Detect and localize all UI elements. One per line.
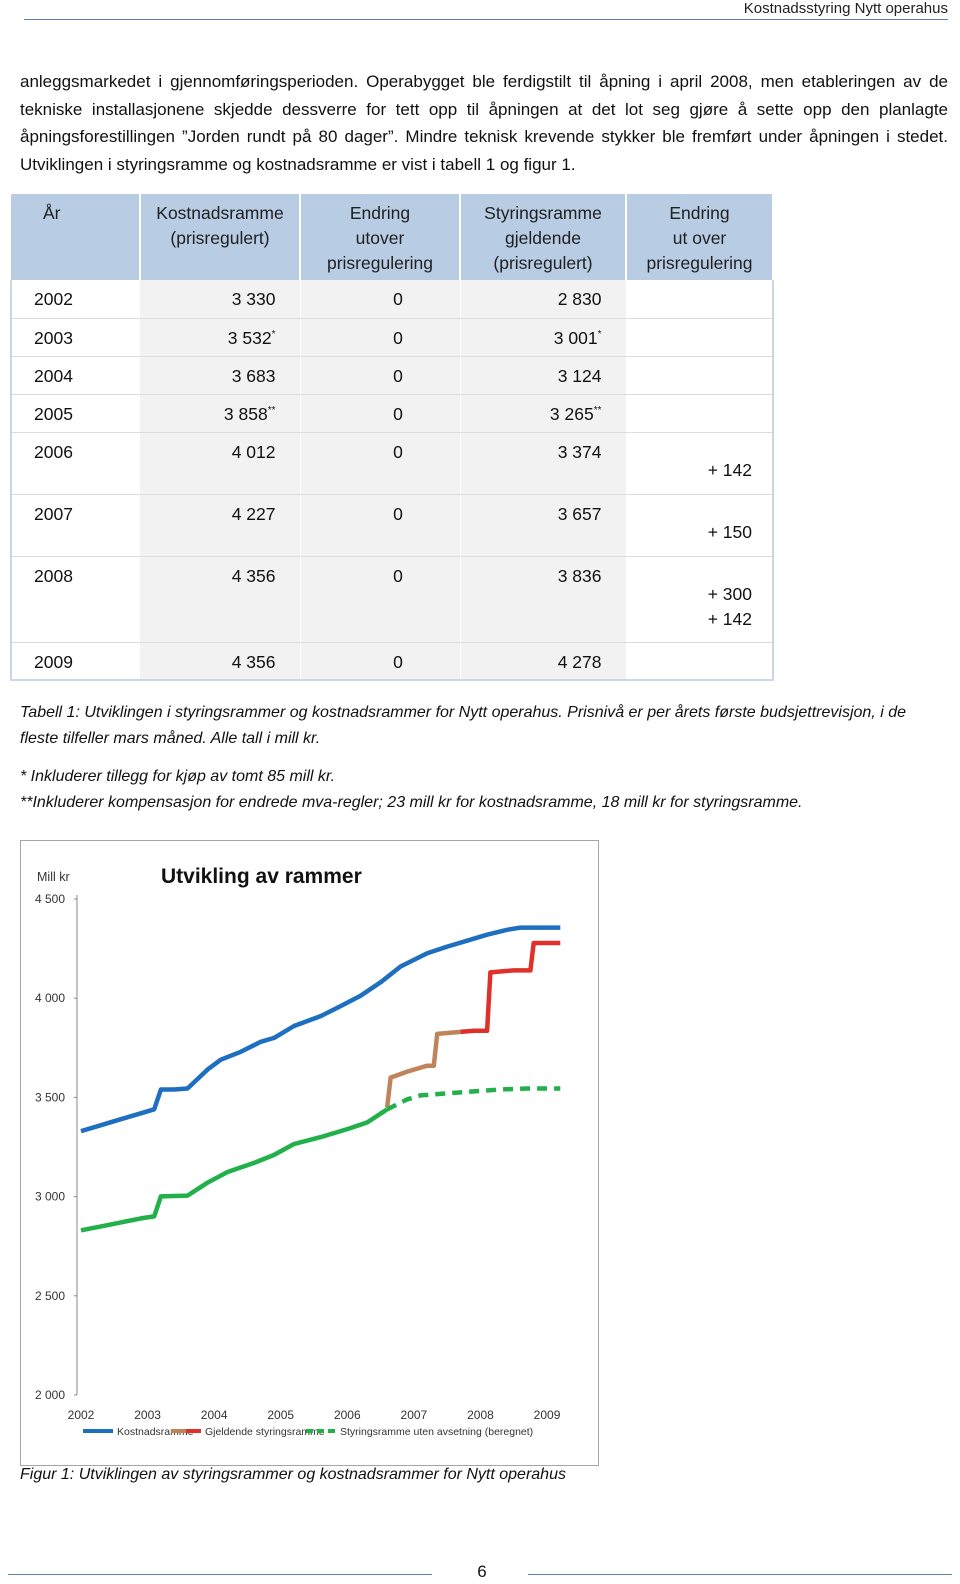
- cell-endring-utover-value: 0: [393, 651, 403, 672]
- table-caption: Tabell 1: Utviklingen i styringsrammer og kostnadsrammer for Nytt operahus. Prisnivå er per årets første budsjettrevisjon, i de fleste tilfeller mars måned. Alle tall i mill kr.: [20, 704, 906, 747]
- cell-year-value: 2007: [34, 503, 73, 524]
- cell-styringsramme: [460, 356, 626, 394]
- cell-styringsramme-value: 3 265: [549, 403, 594, 424]
- cell-kostnadsramme: [140, 318, 300, 356]
- table-header-row: [11, 194, 773, 280]
- cell-styringsramme: [460, 318, 626, 356]
- series-line-gjeldende-styringsramme: [461, 943, 561, 1032]
- col-header-year: År: [11, 194, 140, 280]
- cell-year: [11, 394, 140, 432]
- cell-kostnadsramme: [140, 642, 300, 680]
- legend-label: Kostnadsramme: [117, 1426, 194, 1438]
- cell-styringsramme: [460, 394, 626, 432]
- table-row: [11, 394, 773, 432]
- footnote-marker: *: [271, 328, 276, 340]
- cell-styringsramme-value: 3 836: [557, 565, 602, 586]
- cell-kostnadsramme-value: 3 330: [231, 289, 276, 309]
- col-header-styringsramme: Styringsramme gjeldende (prisregulert): [460, 194, 626, 280]
- cell-year: [11, 642, 140, 680]
- cell-year-value: 2006: [34, 441, 73, 462]
- x-tick-label: 2004: [200, 1408, 228, 1422]
- y-tick-label: 2 000: [34, 1388, 65, 1402]
- cell-kostnadsramme: [140, 494, 300, 556]
- cell-kostnadsramme-value: 3 532: [227, 327, 272, 348]
- table-row: [11, 280, 773, 318]
- cell-endring-utover-value: 0: [393, 365, 403, 386]
- table-row: [11, 318, 773, 356]
- cell-endring-utover-value: 0: [393, 441, 403, 462]
- footer-divider-right: [528, 1574, 952, 1575]
- figure-caption: Figur 1: Utviklingen av styringsrammer og kostnadsrammer for Nytt operahus: [20, 1466, 566, 1483]
- cell-styringsramme: [460, 642, 626, 680]
- col-header-endring-ut-over: Endring ut over prisregulering: [626, 194, 773, 280]
- cell-endring-ut-over: [626, 280, 773, 318]
- cell-styringsramme-value: 2 830: [557, 289, 602, 309]
- cell-endring-ut-over: [626, 494, 773, 556]
- table-row: [11, 556, 773, 642]
- series-line-styringsramme-uten-avsetning-dashed: [387, 1089, 560, 1110]
- cell-year-value: 2005: [34, 403, 73, 424]
- legend-label: Gjeldende styringsramme: [205, 1426, 325, 1438]
- cell-styringsramme: [460, 280, 626, 318]
- cell-kostnadsramme-value: 4 356: [231, 565, 276, 586]
- body-paragraph: anleggsmarkedet i gjennomføringsperioden. Operabygget ble ferdigstilt til åpning i april 2008, men etableringen av de tekniske installasjonene skjedde dessverre for tett opp til åpningen at det lot seg gjøre å sette opp den planlagte åpningsforestillingen ”Jorden rundt på 80 dager”. Mindre teknisk krevende stykker ble fremført under åpningen i stedet. Utviklingen i styringsramme og kostnadsramme er vist i tabell 1 og figur 1.: [20, 72, 948, 174]
- cell-year: [11, 356, 140, 394]
- cell-endring-utover: [300, 356, 460, 394]
- cell-endring-utover: [300, 280, 460, 318]
- cell-endring-ut-over: [626, 556, 773, 642]
- table-row: [11, 494, 773, 556]
- cell-kostnadsramme: [140, 432, 300, 494]
- cell-endring-utover: [300, 556, 460, 642]
- cell-kostnadsramme: [140, 394, 300, 432]
- cell-year: [11, 494, 140, 556]
- table-row: [11, 642, 773, 680]
- header-title: Kostnadsstyring Nytt operahus: [743, 0, 948, 17]
- cell-endring-ut-over: [626, 356, 773, 394]
- cell-styringsramme-value: 4 278: [557, 651, 602, 672]
- x-tick-label: 2005: [267, 1408, 295, 1422]
- x-tick-label: 2003: [134, 1408, 161, 1422]
- series-group: [81, 928, 560, 1231]
- cell-kostnadsramme-value: 4 012: [231, 441, 276, 462]
- cell-styringsramme-value: 3 124: [557, 365, 602, 386]
- footer-divider-left: [8, 1574, 432, 1575]
- x-tick-label: 2002: [67, 1408, 95, 1422]
- cell-endring-utover-value: 0: [393, 503, 403, 524]
- cell-year-value: 2009: [34, 651, 73, 672]
- y-tick-label: 3 000: [34, 1189, 65, 1204]
- cell-endring-utover-value: 0: [393, 565, 403, 586]
- cell-year-value: 2004: [34, 365, 73, 386]
- chart-figure: [20, 840, 599, 1466]
- cell-styringsramme: [460, 556, 626, 642]
- legend: [83, 1426, 533, 1438]
- endring-value: + 142: [707, 608, 752, 629]
- footnote-1: * Inkluderer tillegg for kjøp av tomt 85 mill kr.: [20, 768, 336, 785]
- footnote-marker: *: [597, 328, 602, 340]
- y-tick-label: 4 000: [34, 991, 65, 1006]
- cell-styringsramme-value: 3 001: [553, 327, 598, 348]
- endring-value: + 150: [707, 521, 752, 542]
- cell-endring-ut-over: [626, 642, 773, 680]
- cell-styringsramme-value: 3 657: [557, 503, 602, 524]
- footnote-marker: **: [267, 404, 276, 416]
- cell-kostnadsramme-value: 3 683: [231, 365, 276, 386]
- cell-styringsramme-value: 3 374: [557, 441, 602, 462]
- page-number: 6: [477, 1562, 487, 1581]
- legend-label: Styringsramme uten avsetning (beregnet): [340, 1426, 534, 1438]
- cell-endring-utover: [300, 494, 460, 556]
- table-row: [11, 432, 773, 494]
- series-line-styringsramme-uten-avsetning: [81, 1109, 387, 1230]
- cell-endring-utover: [300, 318, 460, 356]
- col-header-kostnadsramme: Kostnadsramme (prisregulert): [140, 194, 300, 280]
- header-divider: [24, 19, 948, 20]
- cell-endring-ut-over: [626, 432, 773, 494]
- cell-endring-utover-value: 0: [393, 403, 403, 424]
- cell-endring-ut-over: [626, 394, 773, 432]
- axes: [35, 892, 561, 1422]
- x-tick-label: 2006: [333, 1408, 361, 1422]
- table-row: [11, 356, 773, 394]
- page-header: [24, 0, 948, 22]
- y-tick-label: 3 500: [34, 1090, 65, 1105]
- cell-kostnadsramme: [140, 280, 300, 318]
- x-tick-label: 2007: [400, 1408, 428, 1422]
- cell-endring-ut-over: [626, 318, 773, 356]
- cell-styringsramme: [460, 494, 626, 556]
- x-tick-label: 2008: [467, 1408, 494, 1422]
- cell-year: [11, 318, 140, 356]
- chart-svg: [21, 841, 598, 1465]
- cell-endring-utover-value: 0: [393, 327, 403, 348]
- cell-year: [11, 556, 140, 642]
- cell-kostnadsramme-value: 4 227: [231, 503, 276, 524]
- y-tick-label: 4 500: [34, 892, 65, 906]
- frame-table: [10, 194, 774, 681]
- y-tick-label: 2 500: [34, 1288, 65, 1303]
- endring-value: + 142: [707, 459, 752, 480]
- cell-year-value: 2002: [34, 289, 73, 309]
- chart-title: Utvikling av rammer: [161, 865, 362, 888]
- cell-endring-utover: [300, 432, 460, 494]
- x-tick-label: 2009: [533, 1408, 561, 1422]
- y-axis-label: Mill kr: [37, 870, 70, 884]
- endring-value: + 300: [707, 583, 752, 604]
- cell-year-value: 2008: [34, 565, 73, 586]
- cell-endring-utover-value: 0: [393, 289, 403, 309]
- footnote-2: **Inkluderer kompensasjon for endrede mva-regler; 23 mill kr for kostnadsramme, 18 mill kr for styringsramme.: [20, 794, 803, 811]
- cell-endring-utover: [300, 642, 460, 680]
- cell-kostnadsramme-value: 4 356: [231, 651, 276, 672]
- cell-year: [11, 280, 140, 318]
- cell-styringsramme: [460, 432, 626, 494]
- cell-year-value: 2003: [34, 327, 73, 348]
- cell-endring-utover: [300, 394, 460, 432]
- cell-kostnadsramme: [140, 556, 300, 642]
- col-header-endring-utover: Endring utover prisregulering: [300, 194, 460, 280]
- footnote-marker: **: [593, 404, 602, 416]
- cell-kostnadsramme-value: 3 858: [223, 403, 268, 424]
- cell-year: [11, 432, 140, 494]
- cell-kostnadsramme: [140, 356, 300, 394]
